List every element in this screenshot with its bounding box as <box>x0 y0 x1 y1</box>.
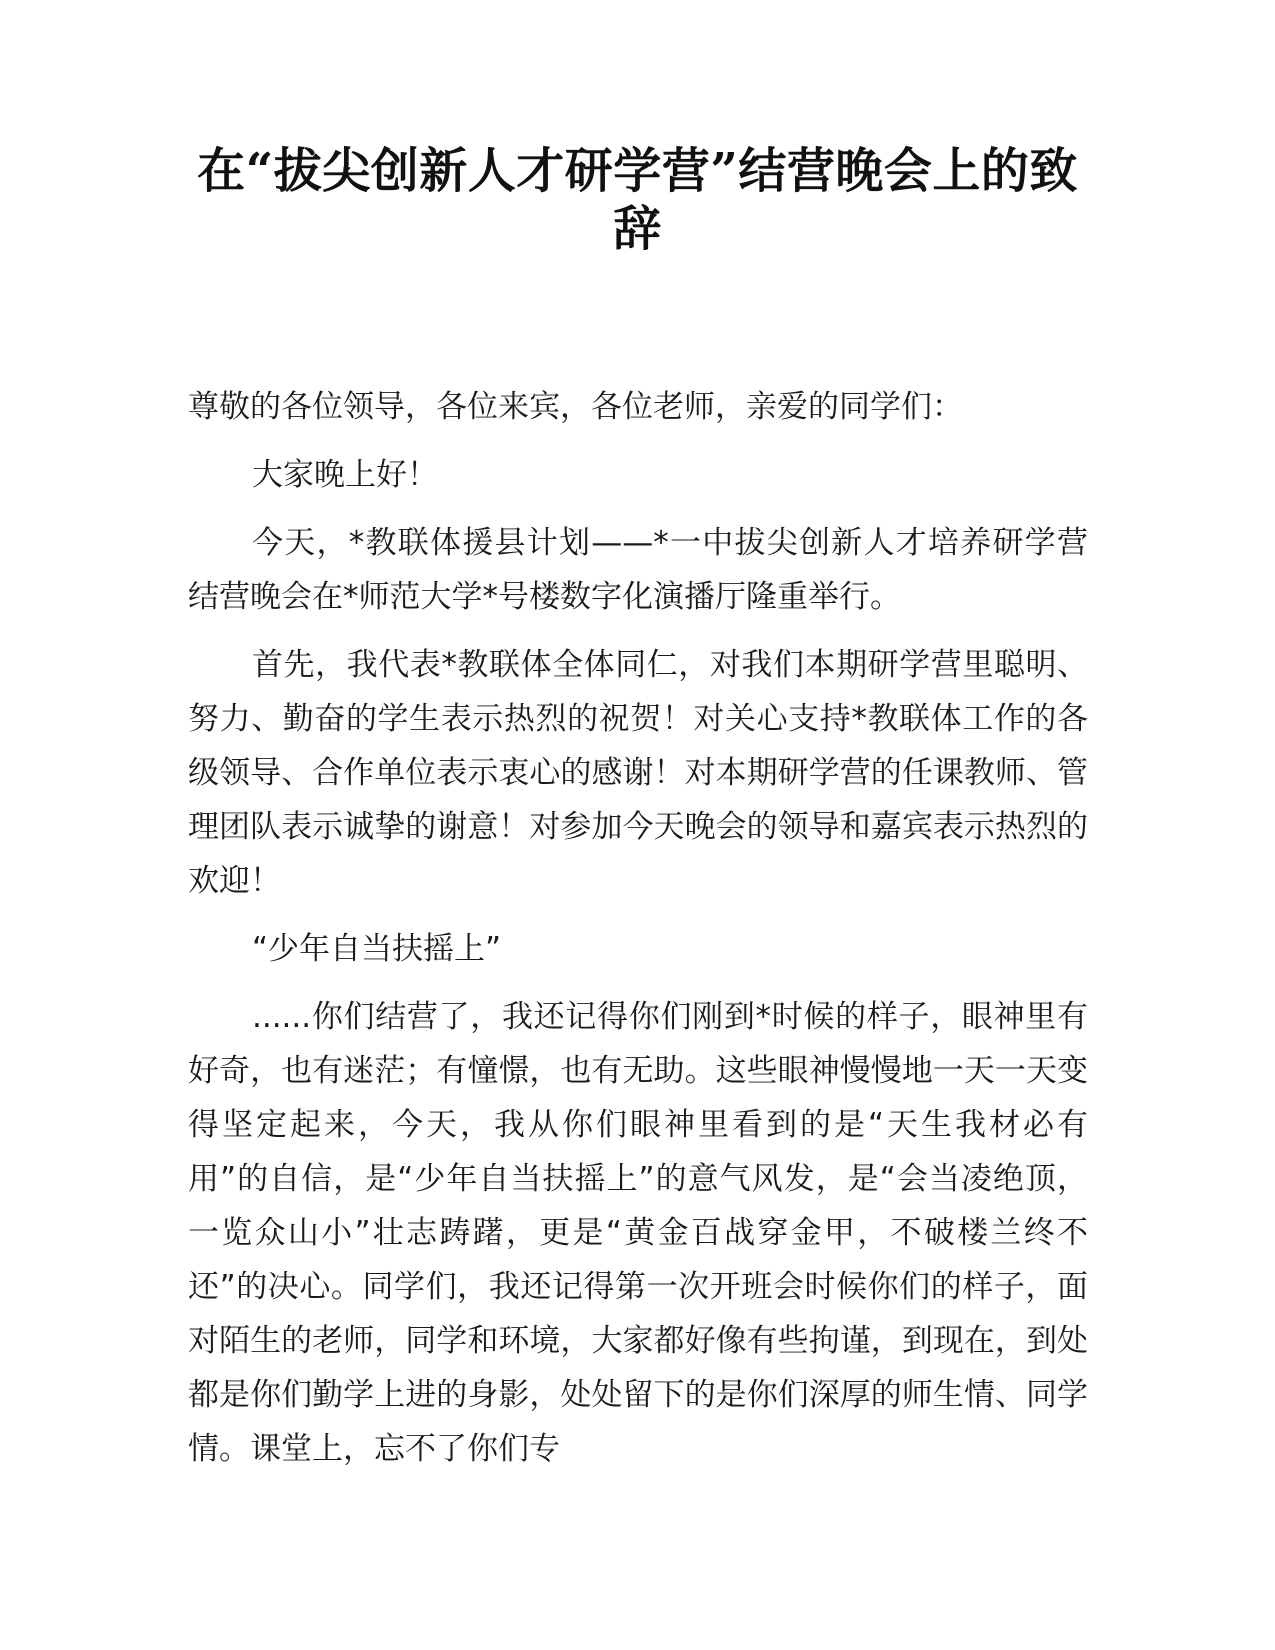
salutation: 尊敬的各位领导，各位来宾，各位老师，亲爱的同学们： <box>188 389 963 425</box>
document-title: 在“拔尖创新人才研学营”结营晚会上的致辞 <box>197 143 1078 257</box>
paragraph-greeting: 大家晚上好！ <box>252 457 438 493</box>
document-body <box>188 380 1088 1490</box>
paragraph-memories: ......你们结营了，我还记得你们刚到*时候的样子，眼神里有好奇，也有迷茫；有憧憬，也有无助。这些眼神慢慢地一天一天变得坚定起来，今天，我从你们眼神里看到的是“天生我材必有用”的自信，是“少年自当扶摇上”的意气风发，是“会当凌绝顶，一览众山小”壮志踌躇，更是“黄金百战穿金甲，不破楼兰终不还”的决心。同学们，我还记得第一次开班会时候你们的样子，面对陌生的老师，同学和环境，大家都好像有些拘谨，到现在，到处都是你们勤学上进的身影，处处留下的是你们深厚的师生情、同学情。课堂上，忘不了你们专 <box>188 999 1088 1467</box>
section-heading: “少年自当扶摇上” <box>252 931 502 967</box>
paragraph-event: 今天，*教联体援县计划——*一中拔尖创新人才培养研学营结营晚会在*师范大学*号楼数字化演播厅隆重举行。 <box>188 525 1088 615</box>
paragraph-thanks: 首先，我代表*教联体全体同仁，对我们本期研学营里聪明、努力、勤奋的学生表示热烈的祝贺！对关心支持*教联体工作的各级领导、合作单位表示衷心的感谢！对本期研学营的任课教师、管理团队表示诚挚的谢意！对参加今天晚会的领导和嘉宾表示热烈的欢迎！ <box>188 647 1088 899</box>
